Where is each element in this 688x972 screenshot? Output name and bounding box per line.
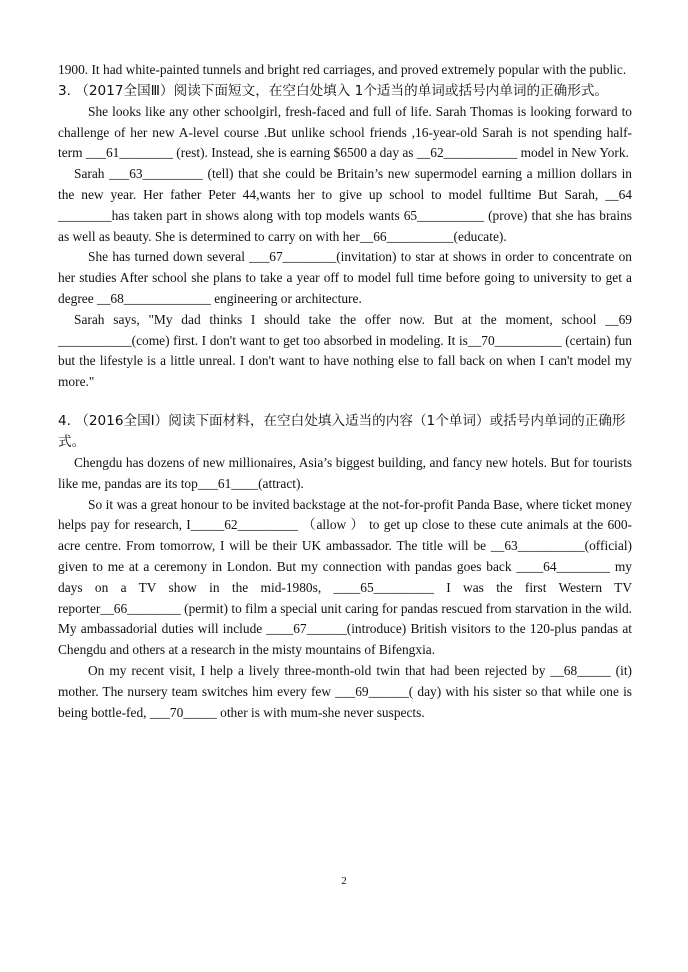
- section-gap: [58, 393, 632, 411]
- section-3-paragraph-2: Sarah ___63_________ (tell) that she could be Britain’s new supermodel earning a million dollars in the new year. Her father Peter 44,wants her to give up school to model fulltime But Sarah, __64 ________has taken part in shows along with top models wants 65__________ (prove) that she has brains as well as beauty. She is determined to carry on with her__66__________(educate).: [58, 166, 632, 244]
- section-3-heading: 3. （2017全国Ⅲ）阅读下面短文，在空白处填入 1个适当的单词或括号内单词的正确形式。: [58, 82, 609, 99]
- section-3-paragraph-4: Sarah says, "My dad thinks I should take the offer now. But at the moment, school __69 ___________(come) first. I don't want to get too absorbed in modeling. It is__70__________ (certain) fun but the lifestyle is a little unreal. I don't want to have nothing else to fall back on when I can't model my more.": [58, 311, 632, 390]
- section-4-paragraph-1: Chengdu has dozens of new millionaires, Asia’s biggest building, and fancy new hotels. But for tourists like me, pandas are its top___61____(attract).: [58, 454, 632, 491]
- section-4-heading: 4. （2016全国Ⅰ）阅读下面材料，在空白处填入适当的内容（1个单词）或括号内单词的正确形式。: [58, 412, 626, 450]
- section-3-paragraph-1: She looks like any other schoolgirl, fresh-faced and full of life. Sarah Thomas is looking forward to challenge of her new A-level course .But unlike school friends ,16-year-old Sarah is not spending half-term ___61________ (rest). Instead, she is earning $6500 a day as __62___________ model in New York.: [58, 103, 632, 161]
- section-4-paragraph-3: On my recent visit, I help a lively three-month-old twin that had been rejected by __68_____ (it) mother. The nursery team switches him every few ___69______( day) with his sister so that while one is being bottle-fed, ___70_____ other is with mum-she never suspects.: [58, 662, 632, 720]
- intro-paragraph: 1900. It had white-painted tunnels and bright red carriages, and proved extremely popular with the public.: [58, 62, 627, 77]
- document-page: [58, 60, 632, 723]
- section-3-paragraph-3: She has turned down several ___67________(invitation) to star at shows in order to concentrate on her studies After school she plans to take a year off to model full time before going to university to get a degree __68_____________ engineering or architecture.: [58, 249, 632, 306]
- page-number: 2: [341, 875, 347, 887]
- section-4-paragraph-2: So it was a great honour to be invited backstage at the not-for-profit Panda Base, where ticket money helps pay for research, I_____62_________ （allow ） to get up close to these cute animals at the 600-acre centre. From tomorrow, I will be their UK ambassador. The title will be __63__________(official) given to me at a ceremony in London. But my connection with pandas goes back ____64________ my days on a TV show in the mid-1980s, ____65_________ I was the first Western TV reporter__66________ (permit) to film a special unit caring for pandas rescued from starvation in the wild. My ambassadorial duties will include ____67______(introduce) British visitors to the 120-plus pandas at Chengdu and others at a research in the misty mountains of Bifengxia.: [58, 496, 632, 658]
